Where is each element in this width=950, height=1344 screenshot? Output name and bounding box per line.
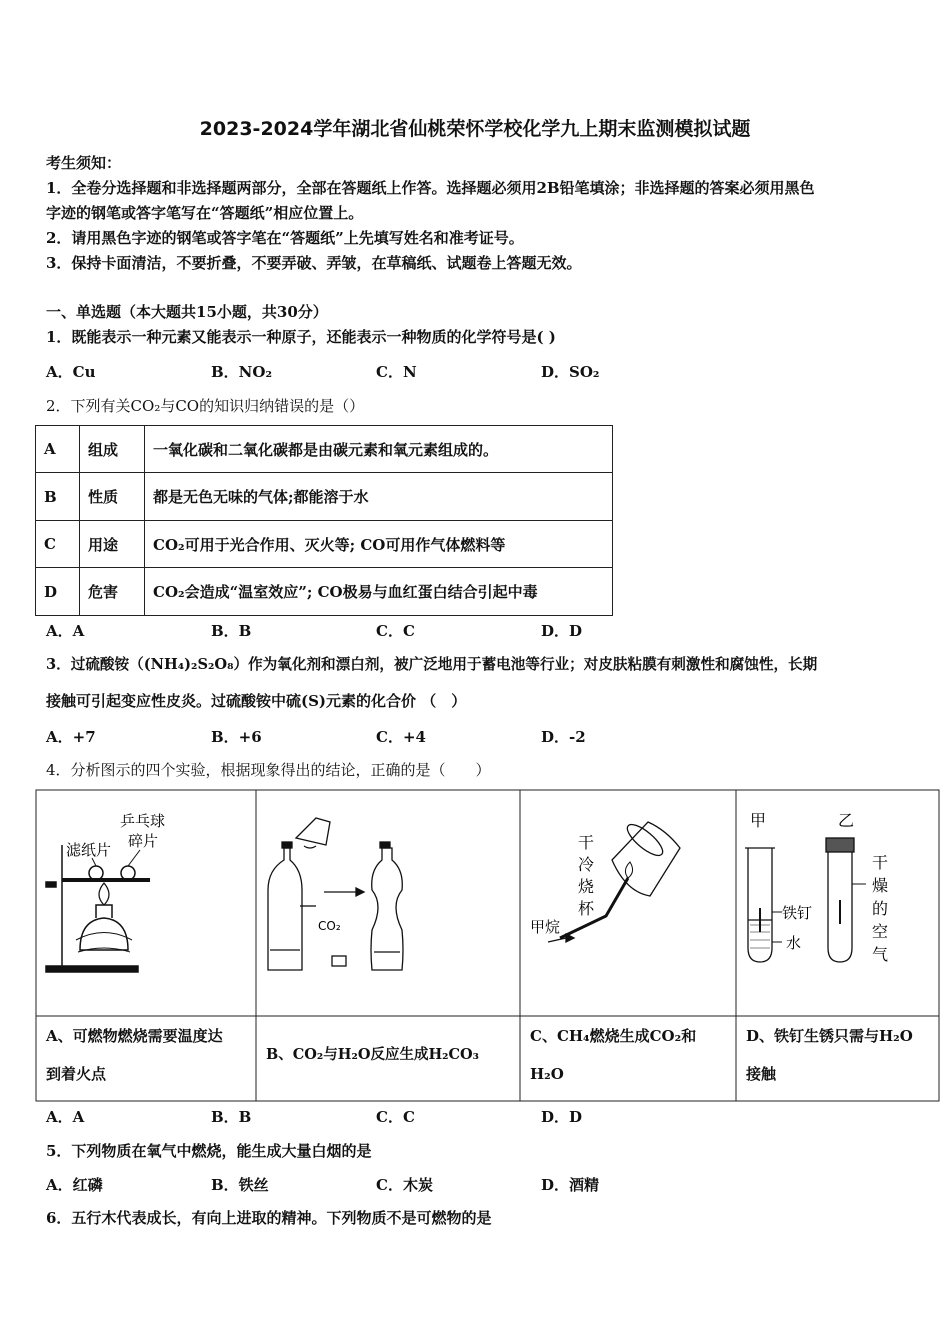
row-aspect: 危害 (80, 568, 145, 616)
q1-option-a[interactable]: A．Cu (46, 363, 96, 381)
notice-line-2: 2．请用黑色字迹的钢笔或答字笔在“答题纸”上先填写姓名和准考证号。 (46, 229, 524, 247)
q1-stem: 1．既能表示一种元素又能表示一种原子，还能表示一种物质的化学符号是( ) (46, 328, 556, 346)
q4-conclusion-c-2: H₂O (530, 1065, 564, 1083)
bottle-figure (268, 818, 403, 970)
tube-jia-label: 甲 (750, 811, 767, 830)
row-aspect: 用途 (80, 521, 145, 568)
q2-option-d[interactable]: D．D (541, 622, 583, 640)
q2-option-c[interactable]: C．C (376, 622, 415, 640)
dry-air-label-5: 气 (872, 945, 889, 964)
beaker-label-4: 杯 (578, 899, 595, 918)
row-content: 都是无色无味的气体;都能溶于水 (145, 473, 613, 521)
dry-air-label-3: 的 (872, 899, 889, 918)
row-content: 一氧化碳和二氧化碳都是由碳元素和氧元素组成的。 (145, 426, 613, 473)
q1-option-b[interactable]: B．NO₂ (211, 363, 273, 381)
notice-line-1b: 字迹的钢笔或答字笔写在“答题纸”相应位置上。 (46, 204, 364, 222)
q5-stem: 5．下列物质在氧气中燃烧，能生成大量白烟的是 (46, 1142, 372, 1160)
q4-conclusion-a-1: A、可燃物燃烧需要温度达 (46, 1027, 223, 1045)
pingpong-label-2: 碎片 (128, 832, 159, 850)
q4-conclusion-d-1: D、铁钉生锈只需与H₂O (746, 1027, 913, 1045)
q5-option-a[interactable]: A．红磷 (46, 1176, 103, 1194)
q3-option-d[interactable]: D．-2 (541, 728, 586, 746)
methane-label: 甲烷 (530, 918, 561, 936)
row-content: CO₂会造成“温室效应”; CO极易与血红蛋白结合引起中毒 (145, 568, 613, 616)
q1-option-c[interactable]: C．N (376, 363, 417, 381)
q4-conclusion-b: B、CO₂与H₂O反应生成H₂CO₃ (266, 1046, 480, 1063)
notice-heading: 考生须知： (46, 154, 122, 172)
q2-option-b[interactable]: B．B (211, 622, 252, 640)
q2-stem: 2．下列有关CO₂与CO的知识归纳错误的是（） (46, 397, 365, 415)
section-heading: 一、单选题（本大题共15小题，共30分） (46, 303, 328, 321)
dry-air-label-1: 干 (872, 853, 889, 872)
q4-stem: 4．分析图示的四个实验，根据现象得出的结论，正确的是（ ） (46, 761, 491, 779)
water-label: 水 (786, 934, 802, 952)
row-letter: B (36, 473, 80, 521)
q4-option-b[interactable]: B．B (211, 1108, 252, 1126)
beaker-label-3: 烧 (578, 877, 595, 896)
notice-line-1: 1．全卷分选择题和非选择题两部分，全部在答题纸上作答。选择题必须用2B铅笔填涂；非选择题的答案必须用黑色 (46, 179, 815, 197)
row-aspect: 组成 (80, 426, 145, 473)
q3-option-c[interactable]: C．+4 (376, 728, 426, 746)
q6-stem: 6．五行木代表成长，有向上进取的精神。下列物质不是可燃物的是 (46, 1209, 492, 1227)
row-content: CO₂可用于光合作用、灭火等; CO可用作气体燃料等 (145, 521, 613, 568)
q5-option-c[interactable]: C．木炭 (376, 1176, 433, 1194)
methane-beaker-figure (548, 820, 680, 942)
q3-stem: 3．过硫酸铵（(NH₄)₂S₂O₈）作为氧化剂和漂白剂，被广泛地用于蓄电池等行业；对皮肤粘膜有刺激性和腐蚀性，长期 (46, 656, 818, 673)
filter-paper-label: 滤纸片 (66, 841, 112, 859)
beaker-label-1: 干 (578, 833, 595, 852)
beaker-label-2: 冷 (578, 855, 595, 874)
test-tube-figure (745, 838, 866, 962)
nail-label: 铁钉 (782, 904, 813, 922)
q4-option-d[interactable]: D．D (541, 1108, 583, 1126)
q2-option-a[interactable]: A．A (46, 622, 85, 640)
q4-conclusion-c-1: C、CH₄燃烧生成CO₂和 (530, 1027, 697, 1045)
q4-conclusion-a-2: 到着火点 (46, 1065, 107, 1083)
q4-option-a[interactable]: A．A (46, 1108, 85, 1126)
tube-yi-label: 乙 (838, 811, 855, 830)
row-letter: A (36, 426, 80, 473)
q5-option-b[interactable]: B．铁丝 (211, 1176, 269, 1194)
burner-apparatus-figure (46, 845, 150, 972)
page-title: 2023-2024学年湖北省仙桃荣怀学校化学九上期末监测模拟试题 (199, 118, 751, 140)
pingpong-label: 乒乓球 (120, 812, 166, 830)
row-letter: C (36, 521, 80, 568)
dry-air-label-2: 燥 (872, 876, 889, 895)
q1-option-d[interactable]: D．SO₂ (541, 363, 600, 381)
q4-option-c[interactable]: C．C (376, 1108, 415, 1126)
row-aspect: 性质 (80, 473, 145, 521)
dry-air-label-4: 空 (872, 922, 889, 941)
q3-stem-2: 接触可引起变应性皮炎。过硫酸铵中硫(S)元素的化合价 （ ） (46, 692, 467, 710)
row-letter: D (36, 568, 80, 616)
q4-conclusion-d-2: 接触 (746, 1065, 777, 1083)
co2-label: CO₂ (318, 919, 341, 933)
notice-line-3: 3．保持卡面清洁，不要折叠，不要弄破、弄皱，在草稿纸、试题卷上答题无效。 (46, 254, 582, 272)
q3-option-b[interactable]: B．+6 (211, 728, 262, 746)
q5-option-d[interactable]: D．酒精 (541, 1176, 600, 1194)
q3-option-a[interactable]: A．+7 (46, 728, 96, 746)
